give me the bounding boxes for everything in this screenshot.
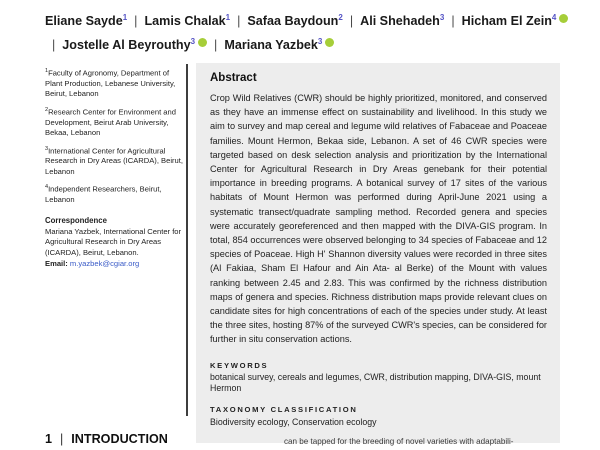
- affiliation-text: Independent Researchers, Beirut, Lebanon: [45, 184, 162, 205]
- column-divider: [186, 64, 188, 416]
- author-name: Safaa Baydoun: [247, 14, 339, 29]
- affiliation-item: [45, 182, 185, 205]
- affiliation-item: [45, 66, 185, 100]
- correspondence-text: Mariana Yazbek, International Center for Agricultural Research in Dry Areas (ICARDA), Beirut, Lebanon.: [45, 227, 182, 257]
- author-name: Lamis Chalak: [144, 14, 226, 29]
- keywords-body: botanical survey, cereals and legumes, CWR, distribution mapping, DIVA-GIS, mount Hermon: [210, 372, 541, 394]
- affiliation-text: Research Center for Environment and Development, Beirut Arab University, Bekaa, Lebanon: [45, 107, 176, 138]
- orcid-icon[interactable]: [198, 38, 207, 47]
- author-affiliation-superscript: 2: [338, 13, 343, 22]
- author-affiliation-superscript: 1: [122, 13, 128, 22]
- affiliation-superscript: 2: [45, 106, 49, 113]
- affiliation-text: International Center for Agricultural Research in Dry Areas (ICARDA), Beirut, Lebanon: [45, 146, 183, 176]
- body-right-column-text: can be tapped for the breeding of novel varieties with adaptabili-: [284, 437, 514, 446]
- section-number: 1: [45, 432, 53, 446]
- author: [360, 14, 444, 28]
- author-separator: |: [214, 37, 218, 52]
- email-link[interactable]: m.yazbek@cgiar.org: [69, 259, 140, 269]
- author-separator: |: [52, 37, 56, 52]
- affiliation-item: [45, 144, 185, 178]
- author: [224, 38, 334, 52]
- author: [62, 38, 207, 52]
- orcid-icon[interactable]: [559, 14, 568, 23]
- author-name: Jostelle Al Beyrouthy: [62, 37, 191, 52]
- sidebar: [45, 66, 185, 270]
- author-affiliation-superscript: 4: [551, 13, 557, 22]
- author-name: Mariana Yazbek: [224, 37, 318, 52]
- section-pipe: |: [60, 432, 64, 446]
- author-affiliation-superscript: 1: [225, 13, 231, 22]
- orcid-icon[interactable]: [325, 38, 334, 47]
- author: [247, 14, 342, 28]
- author: [144, 14, 230, 28]
- affiliation-text: Faculty of Agronomy, Department of Plant Production, Lebanese University, Beirut, Lebanon: [45, 68, 176, 99]
- correspondence-heading: Correspondence: [45, 215, 107, 225]
- author-affiliation-superscript: 3: [190, 36, 196, 46]
- taxonomy-body: Biodiversity ecology, Conservation ecology: [210, 416, 377, 427]
- affiliation-superscript: 3: [45, 145, 49, 152]
- author-affiliation-superscript: 3: [317, 36, 323, 46]
- author-affiliation-superscript: 3: [439, 13, 445, 22]
- author-separator: |: [237, 14, 241, 29]
- author-separator: |: [349, 14, 354, 29]
- author: [45, 14, 127, 28]
- affiliation-list: [45, 66, 185, 206]
- author-name: Hicham El Zein: [461, 14, 552, 29]
- author-name: Ali Shehadeh: [360, 14, 440, 29]
- author-list: [45, 14, 568, 52]
- keywords-heading: KEYWORDS: [210, 360, 269, 370]
- author-name: Eliane Sayde: [45, 14, 123, 29]
- section-title: INTRODUCTION: [71, 432, 168, 446]
- affiliation-item: [45, 105, 185, 139]
- affiliation-superscript: 4: [45, 184, 49, 191]
- introduction-heading: [45, 432, 168, 446]
- abstract-panel: [196, 63, 560, 443]
- author-separator: |: [451, 14, 455, 29]
- author-separator: |: [134, 14, 138, 29]
- abstract-body: Crop Wild Relatives (CWR) should be highly prioritized, monitored, and conserved as they have an immense effect on sustainability and livelihood. In this study we aim to survey and map cereal and legume wild relatives of Fabaceae and Poaceae families. Mount Hermon, Bekaa side, Lebanon. A set of 46 CWR species were targeted based on desk selection analysis and prioritization by the International Center for Agricultural Research in Dry Areas genebank for their potential importance in breeding programs. A botanical survey of 17 sites of the various habitats of Mount Hermon was performed during April-June 2021 using a systematic transect/quadrate sampling method. Recorded genera and species were accurately georeferenced and then mapped with the DIVA-GIS program. In total, 854 occurrences were observed belonging to 34 species of Fabaceae and 12 species of Poaceae. High H' Shannon diversity values were recorded in three sites (Al Fakiaa, Sham El Hafour and Ain Ata- al Berke) of the Mount with values ranking between 2.45 and 2.83. This was confirmed by the richness distribution maps of genera and species. Richness distribution maps provide relevant clues on candidate sites for high concentrations of each of the species under study. At least the three sites, hosting 87% of the surveyed CWR's species, can be considered for further in situ conservation actions.: [210, 93, 547, 345]
- author: [462, 14, 569, 28]
- author-byline: [45, 8, 561, 55]
- correspondence-email-line: [45, 259, 185, 269]
- email-label: Email:: [45, 259, 68, 269]
- taxonomy-heading: TAXONOMY CLASSIFICATION: [210, 405, 358, 415]
- abstract-heading: Abstract: [210, 72, 257, 84]
- affiliation-superscript: 1: [45, 68, 49, 74]
